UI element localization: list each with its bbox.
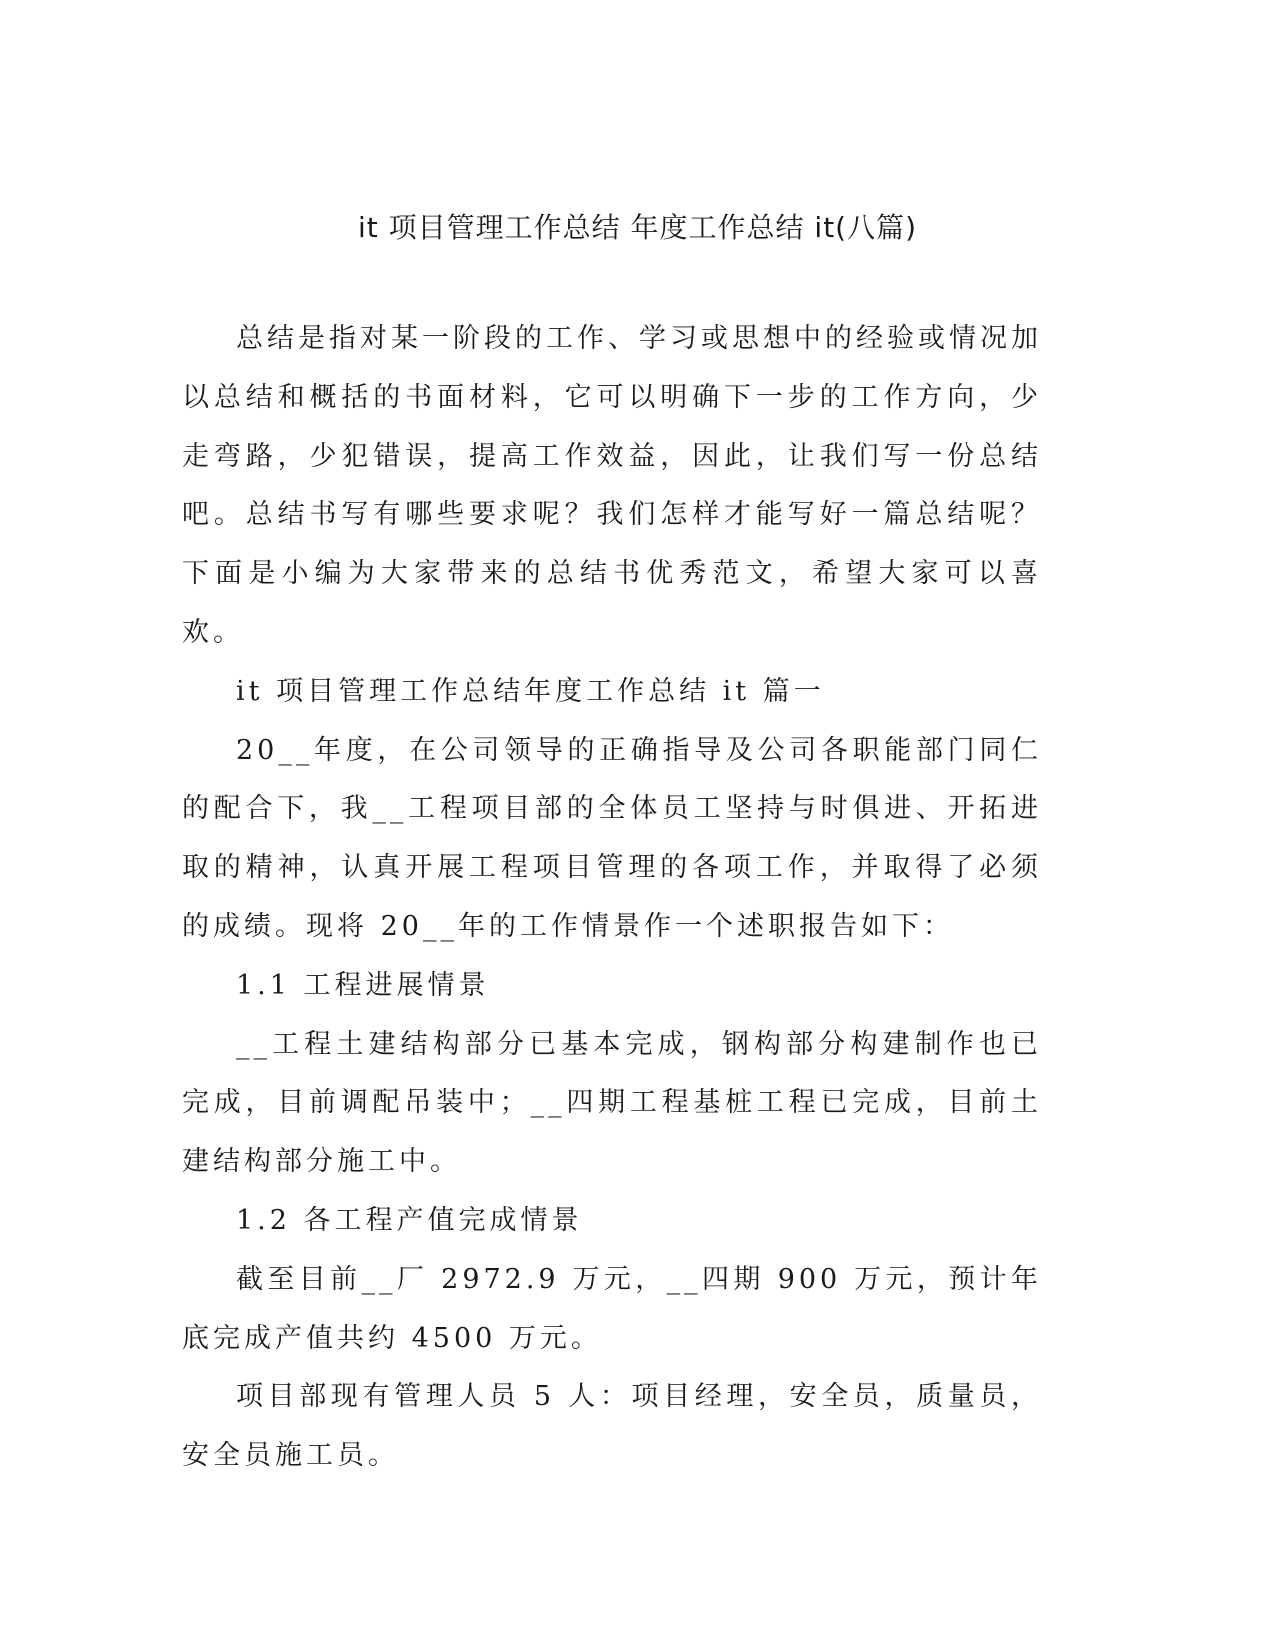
body-paragraph: 项目部现有管理人员 5 人：项目经理，安全员，质量员，安全员施工员。 [182,1381,1042,1472]
subsection-heading: 1.1 工程进展情景 [236,969,490,1001]
body-paragraph: __工程土建结构部分已基本完成，钢构部分构建制作也已完成，目前调配吊装中；__四期工程基桩工程已完成，目前土建结构部分施工中。 [182,1028,1042,1178]
section-heading: it 项目管理工作总结年度工作总结 it 篇一 [236,675,825,707]
body-paragraph: 截至目前__厂 2972.9 万元，__四期 900 万元，预计年底完成产值共约 4500 万元。 [182,1263,1042,1354]
document-title: it 项目管理工作总结 年度工作总结 it(八篇) [357,211,918,244]
document-body [182,310,1042,1486]
subsection-heading: 1.2 各工程产值完成情景 [236,1204,583,1236]
intro-paragraph: 总结是指对某一阶段的工作、学习或思想中的经验或情况加以总结和概括的书面材料，它可以明确下一步的工作方向，少走弯路，少犯错误，提高工作效益，因此，让我们写一份总结吧。总结书写有哪些要求呢？我们怎样才能写好一篇总结呢？下面是小编为大家带来的总结书优秀范文，希望大家可以喜欢。 [182,323,1042,648]
body-paragraph: 20__年度，在公司领导的正确指导及公司各职能部门同仁的配合下，我__工程项目部的全体员工坚持与时俱进、开拓进取的精神，认真开展工程项目管理的各项工作，并取得了必须的成绩。现将 20__年的工作情景作一个述职报告如下： [182,734,1042,942]
